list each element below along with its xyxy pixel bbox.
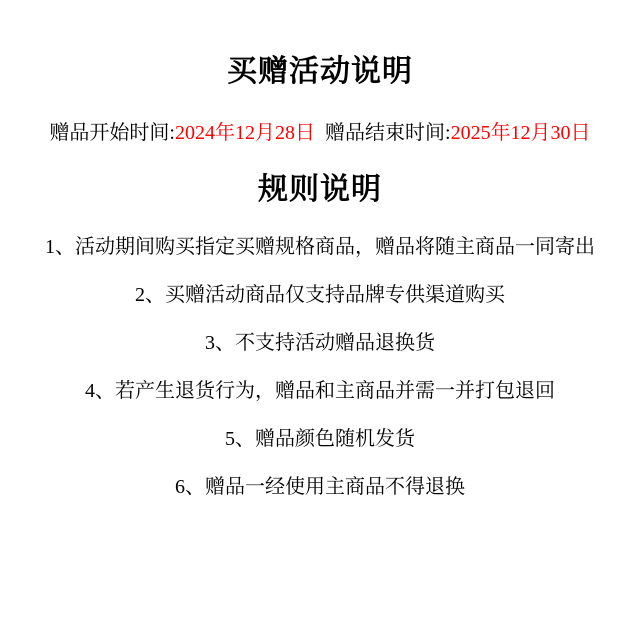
list-item: 2、买赠活动商品仅支持品牌专供渠道购买: [135, 284, 505, 306]
list-item: 6、赠品一经使用主商品不得退换: [175, 476, 465, 498]
end-date-value: 2025年12月30日: [450, 122, 591, 144]
start-date-label: 赠品开始时间:: [49, 122, 175, 144]
list-item: 4、若产生退货行为，赠品和主商品并需一并打包退回: [85, 380, 555, 402]
start-date-value: 2024年12月28日: [175, 122, 315, 144]
rules-list: [14, 234, 626, 522]
page-title: 买赠活动说明: [227, 55, 413, 88]
end-date-label: 赠品结束时间:: [325, 122, 451, 144]
list-item: 1、活动期间购买指定买赠规格商品，赠品将随主商品一同寄出: [45, 236, 595, 258]
section-title-rules: 规则说明: [258, 173, 382, 206]
list-item: 5、赠品颜色随机发货: [225, 428, 415, 450]
date-range-line: [49, 120, 590, 146]
list-item: 3、不支持活动赠品退换货: [205, 332, 435, 354]
